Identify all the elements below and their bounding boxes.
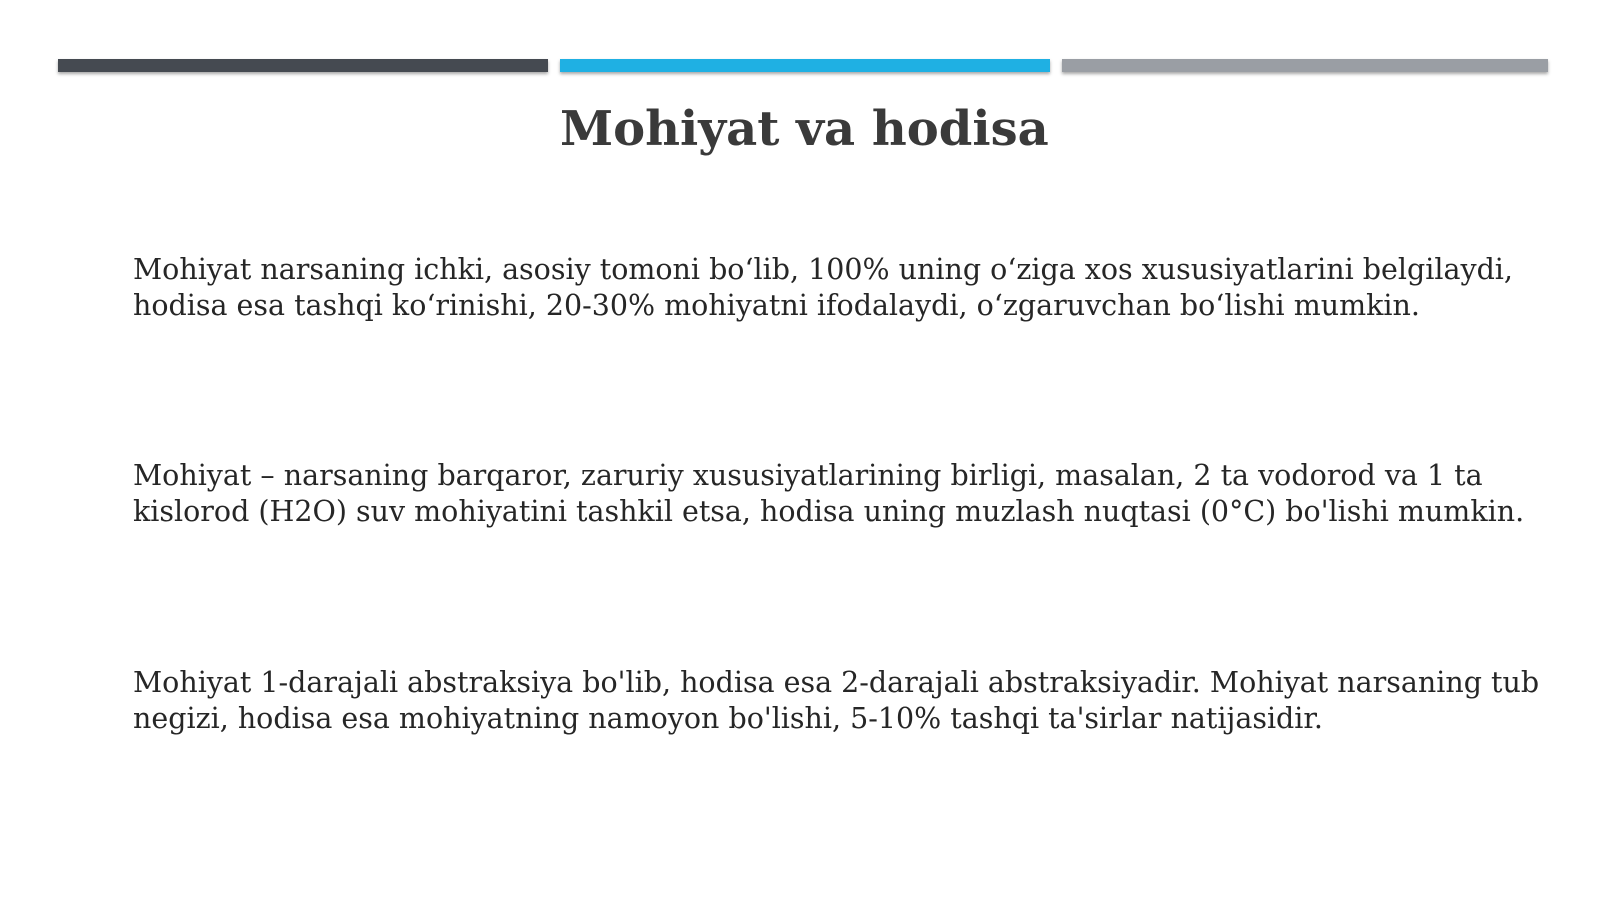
top-bar-gray <box>1062 59 1548 72</box>
body-paragraph-2: Mohiyat – narsaning barqaror, zaruriy xususiyatlarining birligi, masalan, 2 ta vodorod va 1 ta kislorod (H2O) suv mohiyatini tashkil etsa, hodisa uning muzlash nuqtasi (0°C) bo'lishi mumkin. <box>133 459 1525 528</box>
body-paragraph-3: Mohiyat 1-darajali abstraksiya bo'lib, hodisa esa 2-darajali abstraksiyadir. Mohiyat narsaning tub negizi, hodisa esa mohiyatning namoyon bo'lishi, 5-10% tashqi ta'sirlar natijasidir. <box>133 666 1540 735</box>
top-bar-dark <box>58 59 548 72</box>
slide-title: Mohiyat va hodisa <box>560 101 1049 157</box>
top-bar-accent <box>560 59 1050 72</box>
body-paragraph-1: Mohiyat narsaning ichki, asosiy tomoni bo‘lib, 100% uning o‘ziga xos xususiyatlarini belgilaydi, hodisa esa tashqi ko‘rinishi, 20-30% mohiyatni ifodalaydi, o‘zgaruvchan bo‘lishi mumkin. <box>133 253 1513 322</box>
decorative-top-bars <box>58 59 1548 72</box>
